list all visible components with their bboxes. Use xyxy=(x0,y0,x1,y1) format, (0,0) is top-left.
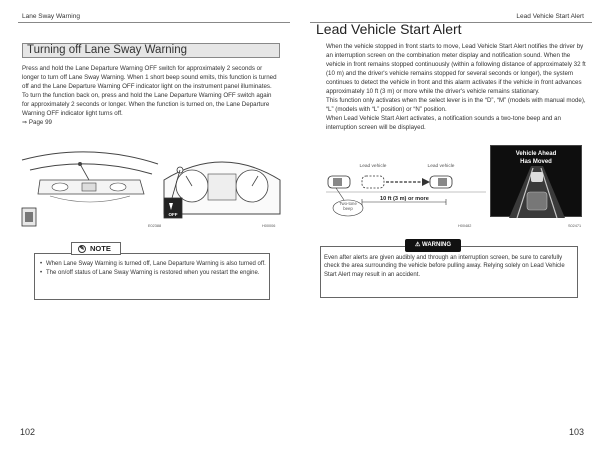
warning-text: Even after alerts are given audibly and through an interruption screen, be sure to carefully check the area surrounding the vehicle before pulling away. Relying solely on Lead Vehicle Start Alert may result in an accident. xyxy=(324,255,565,278)
overhead-console-figure xyxy=(20,150,160,230)
right-page xyxy=(302,0,600,450)
running-head: Lead Vehicle Start Alert xyxy=(516,13,584,20)
indicator-off-label: OFF xyxy=(168,212,178,217)
note-icon: ✎ xyxy=(79,246,85,253)
paragraph: Press and hold the Lane Departure Warning OFF switch for approximately 2 seconds or longer to turn off Lane Sway Warning. When 1 short beep sound emits, this function is turned off and the Lane Departure Warning OFF indicator light on the instrument panel illuminates. xyxy=(22,65,277,90)
note-list xyxy=(40,260,266,277)
running-head: Lane Sway Warning xyxy=(22,13,80,20)
figure-code: S02471 xyxy=(568,224,582,228)
lead-vehicle-label: Lead vehicle xyxy=(359,164,387,169)
warning-title-text: WARNING xyxy=(422,242,452,248)
paragraph: This function only activates when the select lever is in the “D”, “M” (models with manual mode), “L” (models with “L” position) or “N” position. xyxy=(326,97,586,113)
instrument-cluster-figure xyxy=(160,150,284,230)
page-number: 103 xyxy=(568,427,584,437)
note-title xyxy=(71,242,121,255)
lead-vehicle-start-position xyxy=(362,176,384,188)
lead-car-icon xyxy=(531,172,543,182)
warning-title xyxy=(405,239,461,252)
note-item: • The on/off status of Lane Sway Warning is restored when you restart the engine. xyxy=(40,269,266,278)
body-text xyxy=(326,42,588,132)
road-graphic xyxy=(491,164,583,218)
meter-interruption-screen xyxy=(490,145,582,217)
page-title: Lead Vehicle Start Alert xyxy=(316,21,462,37)
paragraph: When the vehicle stopped in front starts to move, Lead Vehicle Start Alert notifies the driver by an interruption screen on the combination meter display and notification sound. When the vehicle in front remains stopped continuously (within a following distance of approximately 32 ft (10 m) and the driver's vehicle remains stopped for several seconds or longer), the system continues to detect the vehicle in front and this alarm activates if the vehicle in front advances approximately 10 ft (3 m) or more while the driver's vehicle remains stationary. xyxy=(326,43,586,95)
note-title-text: NOTE xyxy=(90,244,111,253)
screen-title-line1: Vehicle Ahead xyxy=(515,151,557,157)
beep-label: Two-tone beep xyxy=(339,201,357,211)
header-rule xyxy=(18,22,290,23)
figure-code: H00006 xyxy=(262,224,276,228)
screen-title-line2: Has Moved xyxy=(520,159,552,165)
distance-label: 10 ft (3 m) or more xyxy=(380,196,429,202)
section-title: Turning off Lane Sway Warning xyxy=(22,43,280,58)
figure-code: H00482 xyxy=(458,224,472,228)
page-reference-link[interactable]: ⇒ Page 99 xyxy=(22,119,52,126)
lead-vehicle-diagram xyxy=(326,158,486,224)
paragraph: To turn the function back on, press and hold the Lane Departure Warning OFF switch again for approximately 2 seconds or longer. When the function is turned on, the Lane Departure Warning OFF indicator light turns off. xyxy=(22,92,272,117)
note-item: • When Lane Sway Warning is turned off, Lane Departure Warning is also turned off. xyxy=(40,260,266,269)
own-car-icon xyxy=(527,192,547,210)
body-text xyxy=(22,64,280,127)
lead-vehicle-label: Lead vehicle xyxy=(427,164,455,169)
figure-code: E02388 xyxy=(148,224,162,228)
paragraph: When Lead Vehicle Start Alert activates, a notification sounds a two-tone beep and an interruption screen will be displayed. xyxy=(326,115,561,131)
left-page xyxy=(0,0,298,450)
warning-icon: ⚠ xyxy=(414,242,423,248)
page-number: 102 xyxy=(20,427,36,437)
